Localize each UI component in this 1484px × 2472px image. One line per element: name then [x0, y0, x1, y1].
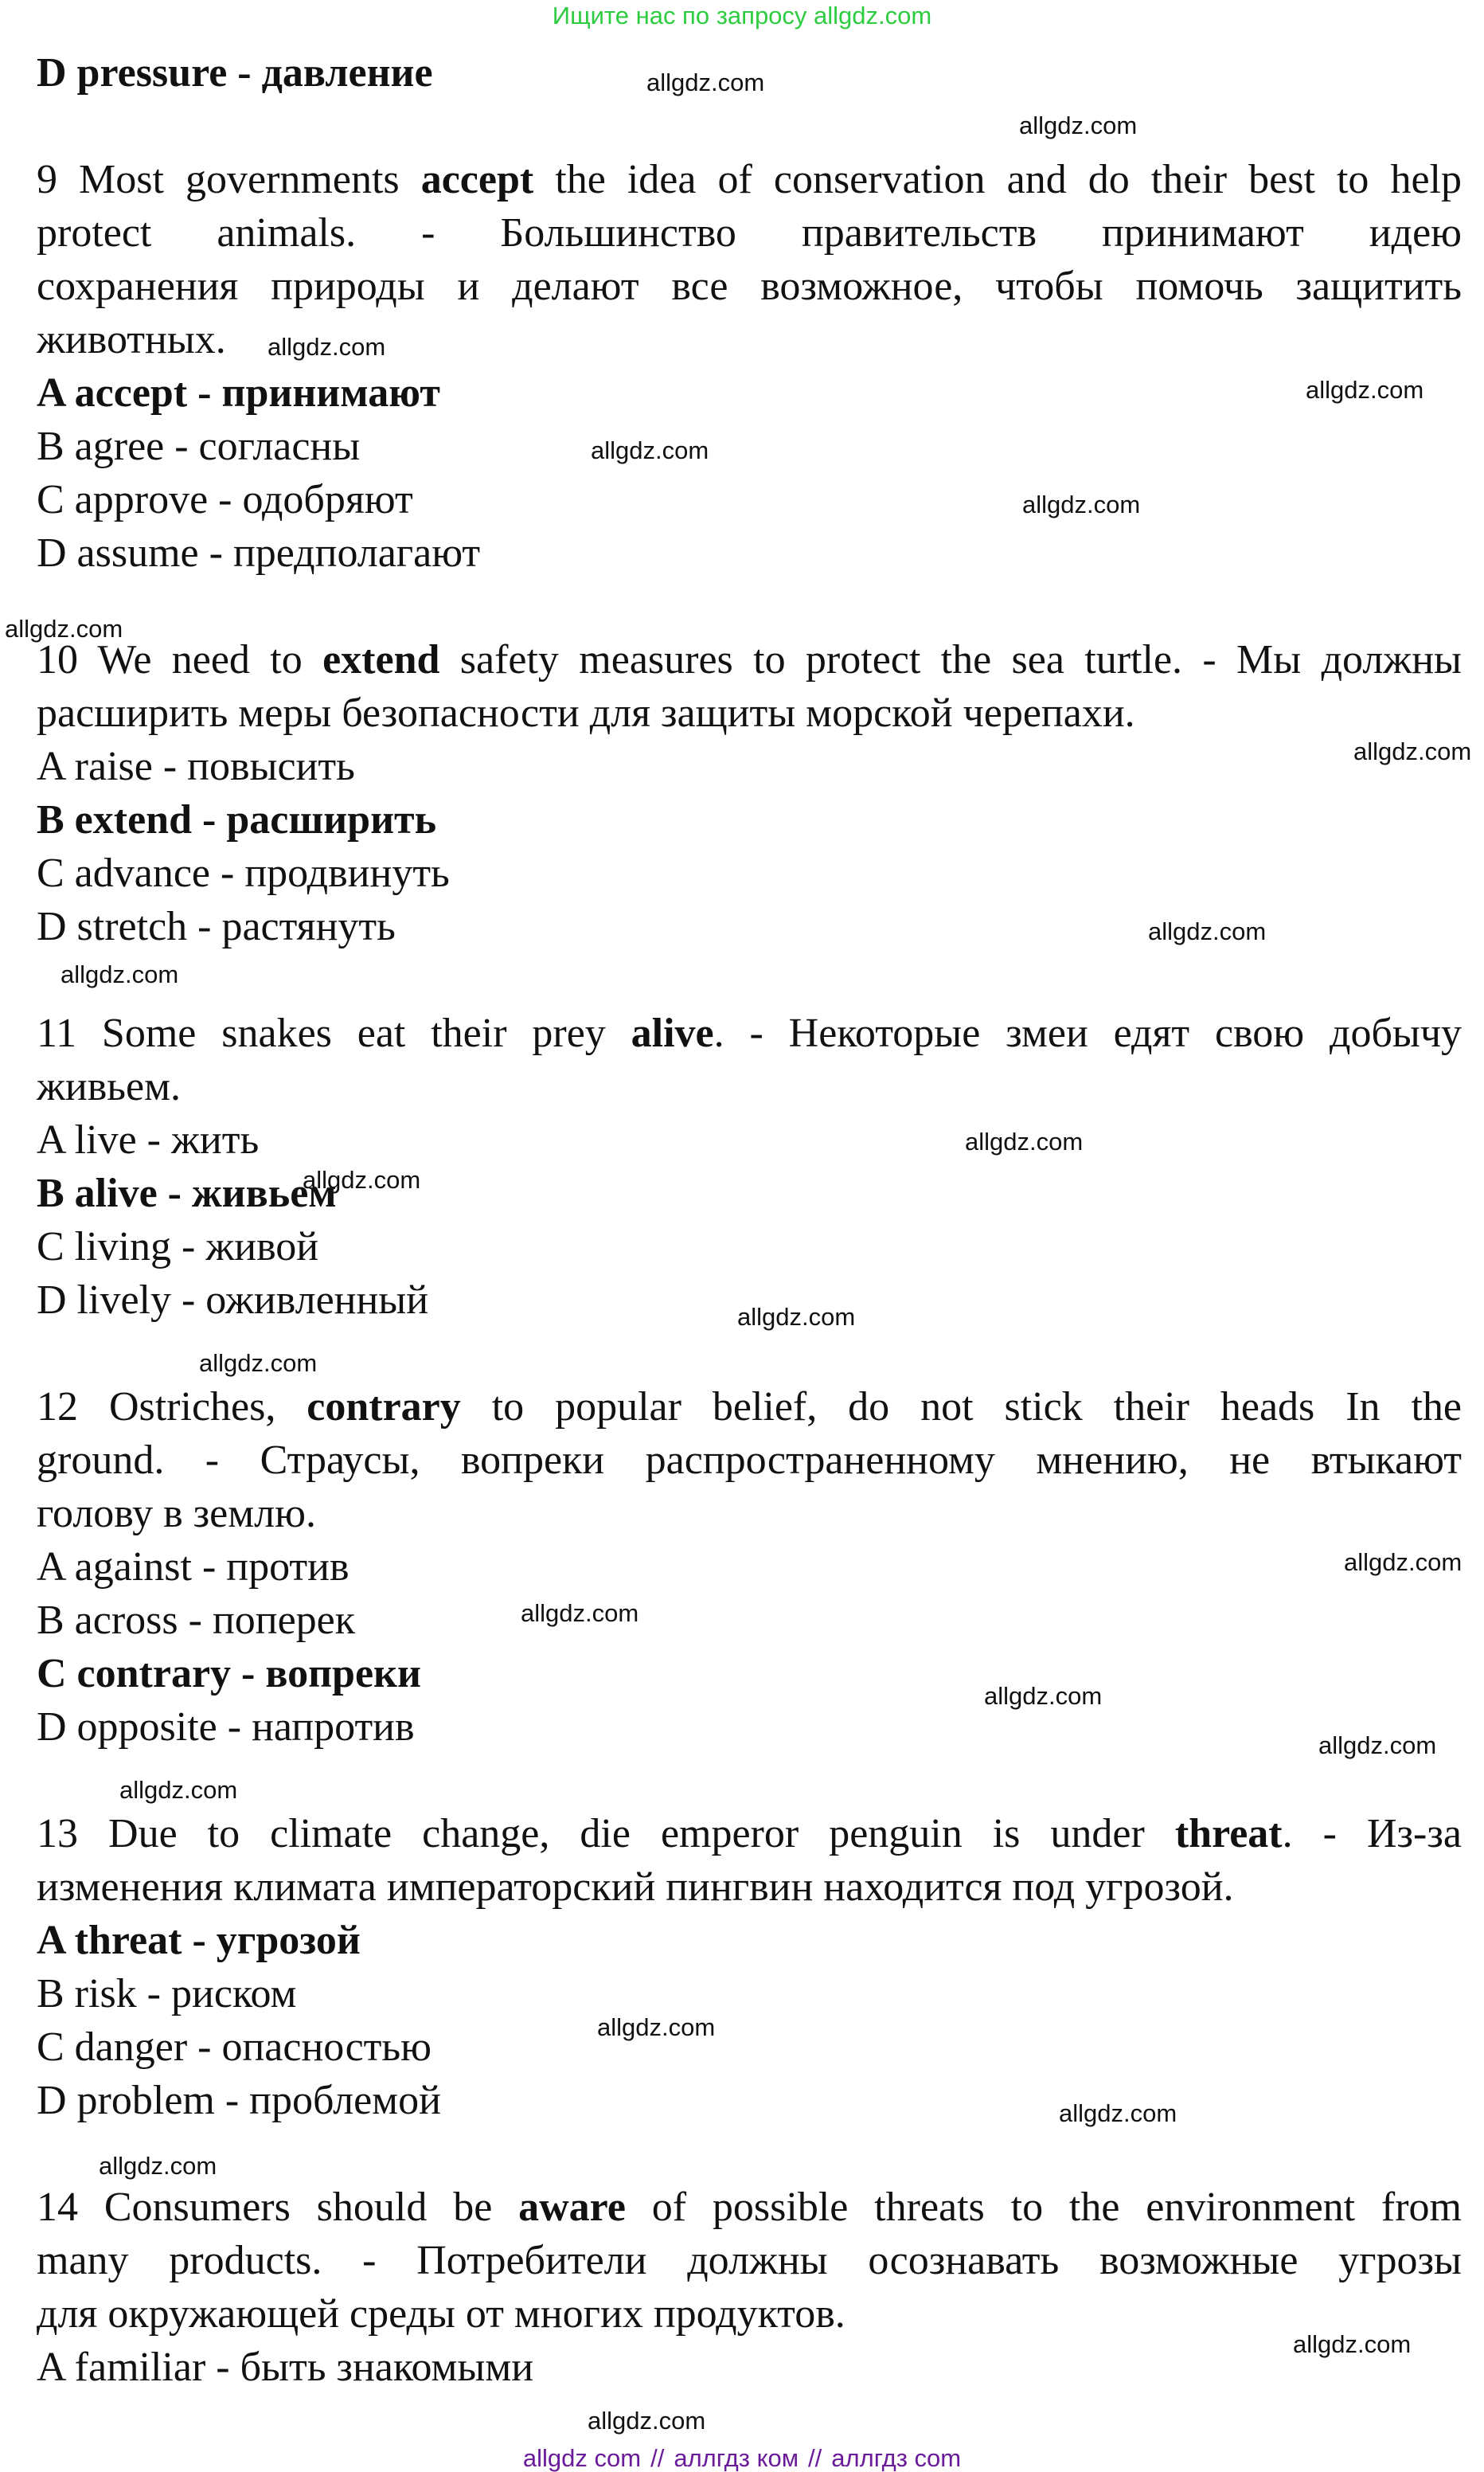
- question-stem-line: для окружающей среды от многих продуктов.: [37, 2291, 845, 2337]
- question-stem-line: животных.: [37, 317, 226, 362]
- question-10: [37, 633, 1462, 953]
- watermark: allgdz.com: [984, 1682, 1103, 1710]
- answer-option-correct: A threat - угрозой: [37, 1918, 361, 1963]
- answer-option: B risk - риском: [37, 1971, 297, 2016]
- watermark: allgdz.com: [199, 1349, 318, 1377]
- watermark: allgdz.com: [1293, 2330, 1412, 2358]
- watermark: allgdz.com: [1353, 737, 1472, 765]
- watermark: allgdz.com: [1022, 491, 1141, 518]
- watermark: allgdz.com: [1019, 111, 1138, 139]
- answer-option: D problem - проблемой: [37, 2078, 441, 2123]
- answer-option-correct: B alive - живьем: [37, 1171, 337, 1216]
- answer-option: C advance - продвинуть: [37, 851, 450, 896]
- footer-links: [0, 2445, 1484, 2471]
- previous-option-correct: D pressure - давление: [37, 50, 433, 96]
- watermark: allgdz.com: [268, 333, 386, 361]
- answer-option: A live - жить: [37, 1117, 260, 1163]
- answer-option: C living - живой: [37, 1224, 319, 1269]
- answer-option-correct: A accept - принимают: [37, 370, 440, 416]
- watermark: allgdz.com: [588, 2407, 706, 2435]
- watermark: allgdz.com: [597, 2013, 716, 2041]
- question-stem-line: 13 Due to climate change, die emperor penguin is under threat. - Из-за: [37, 1811, 1462, 1856]
- watermark: allgdz.com: [965, 1128, 1084, 1156]
- answer-option: D opposite - напротив: [37, 1704, 415, 1750]
- footer-separator: //: [808, 2444, 822, 2472]
- question-stem-line: расширить меры безопасности для защиты морской черепахи.: [37, 690, 1135, 736]
- question-11: [37, 1007, 1462, 1327]
- question-stem-line: protect animals. - Большинство правительств принимают идею: [37, 210, 1462, 256]
- question-stem-line: many products. - Потребители должны осознавать возможные угрозы: [37, 2238, 1462, 2283]
- watermark: allgdz.com: [119, 1776, 238, 1804]
- question-9: [37, 153, 1462, 580]
- watermark: allgdz.com: [1318, 1731, 1437, 1759]
- watermark: allgdz.com: [1059, 2099, 1177, 2127]
- keyword: contrary: [307, 1384, 461, 1430]
- watermark: allgdz.com: [646, 68, 765, 96]
- question-stem-line: 9 Most governments accept the idea of conservation and do their best to help: [37, 157, 1463, 202]
- question-12: [37, 1380, 1462, 1754]
- watermark: allgdz.com: [737, 1303, 856, 1331]
- question-stem-line: голову в землю.: [37, 1491, 316, 1536]
- answer-option: B across - поперек: [37, 1598, 356, 1643]
- footer-link[interactable]: аллгдз com: [831, 2444, 962, 2472]
- answer-option: C approve - одобряют: [37, 477, 413, 522]
- watermark: allgdz.com: [591, 436, 709, 464]
- footer-link[interactable]: allgdz com: [522, 2444, 642, 2472]
- question-14: [37, 2181, 1462, 2394]
- watermark: allgdz.com: [1306, 376, 1424, 404]
- question-13: [37, 1807, 1462, 2127]
- watermark: allgdz.com: [99, 2152, 217, 2180]
- answer-option: A against - против: [37, 1544, 350, 1590]
- answer-option: A raise - повысить: [37, 744, 355, 789]
- watermark: allgdz.com: [1148, 917, 1267, 945]
- answer-option: D assume - предполагают: [37, 530, 481, 576]
- watermark: allgdz.com: [521, 1599, 639, 1627]
- question-stem-line: 11 Some snakes eat their prey alive. - Некоторые змеи едят свою добычу: [37, 1011, 1462, 1056]
- top-banner: Ищите нас по запросу allgdz.com: [552, 2, 932, 29]
- answer-option-correct: C contrary - вопреки: [37, 1651, 421, 1696]
- question-stem-line: сохранения природы и делают все возможное, чтобы помочь защитить: [37, 264, 1462, 309]
- keyword: accept: [420, 157, 534, 202]
- answer-option: D lively - оживленный: [37, 1277, 429, 1323]
- answer-option: D stretch - растянуть: [37, 904, 396, 949]
- answer-option: B agree - согласны: [37, 424, 361, 469]
- footer-separator: //: [650, 2444, 665, 2472]
- question-stem-line: ground. - Страусы, вопреки распространенному мнению, не втыкают: [37, 1437, 1462, 1483]
- footer-link[interactable]: аллгдз ком: [674, 2444, 799, 2472]
- question-stem-line: изменения климата императорский пингвин находится под угрозой.: [37, 1864, 1234, 1910]
- exercise-content: [37, 46, 1462, 2394]
- watermark: allgdz.com: [1344, 1548, 1463, 1576]
- question-stem-line: 10 We need to extend safety measures to protect the sea turtle. - Мы должны: [37, 637, 1462, 683]
- answer-option: A familiar - быть знакомыми: [37, 2345, 534, 2390]
- keyword: extend: [322, 637, 440, 683]
- keyword: alive: [631, 1011, 714, 1056]
- watermark: allgdz.com: [5, 615, 123, 643]
- watermark: allgdz.com: [61, 960, 179, 988]
- question-stem-line: 14 Consumers should be aware of possible threats to the environment from: [37, 2185, 1463, 2230]
- answer-option: C danger - опасностью: [37, 2024, 432, 2070]
- question-stem-line: 12 Ostriches, contrary to popular belief, do not stick their heads In the: [37, 1384, 1462, 1430]
- answer-option-correct: B extend - расширить: [37, 797, 437, 843]
- watermark: allgdz.com: [303, 1166, 421, 1194]
- keyword: threat: [1174, 1811, 1283, 1856]
- question-stem-line: живьем.: [37, 1064, 182, 1109]
- keyword: aware: [518, 2185, 626, 2230]
